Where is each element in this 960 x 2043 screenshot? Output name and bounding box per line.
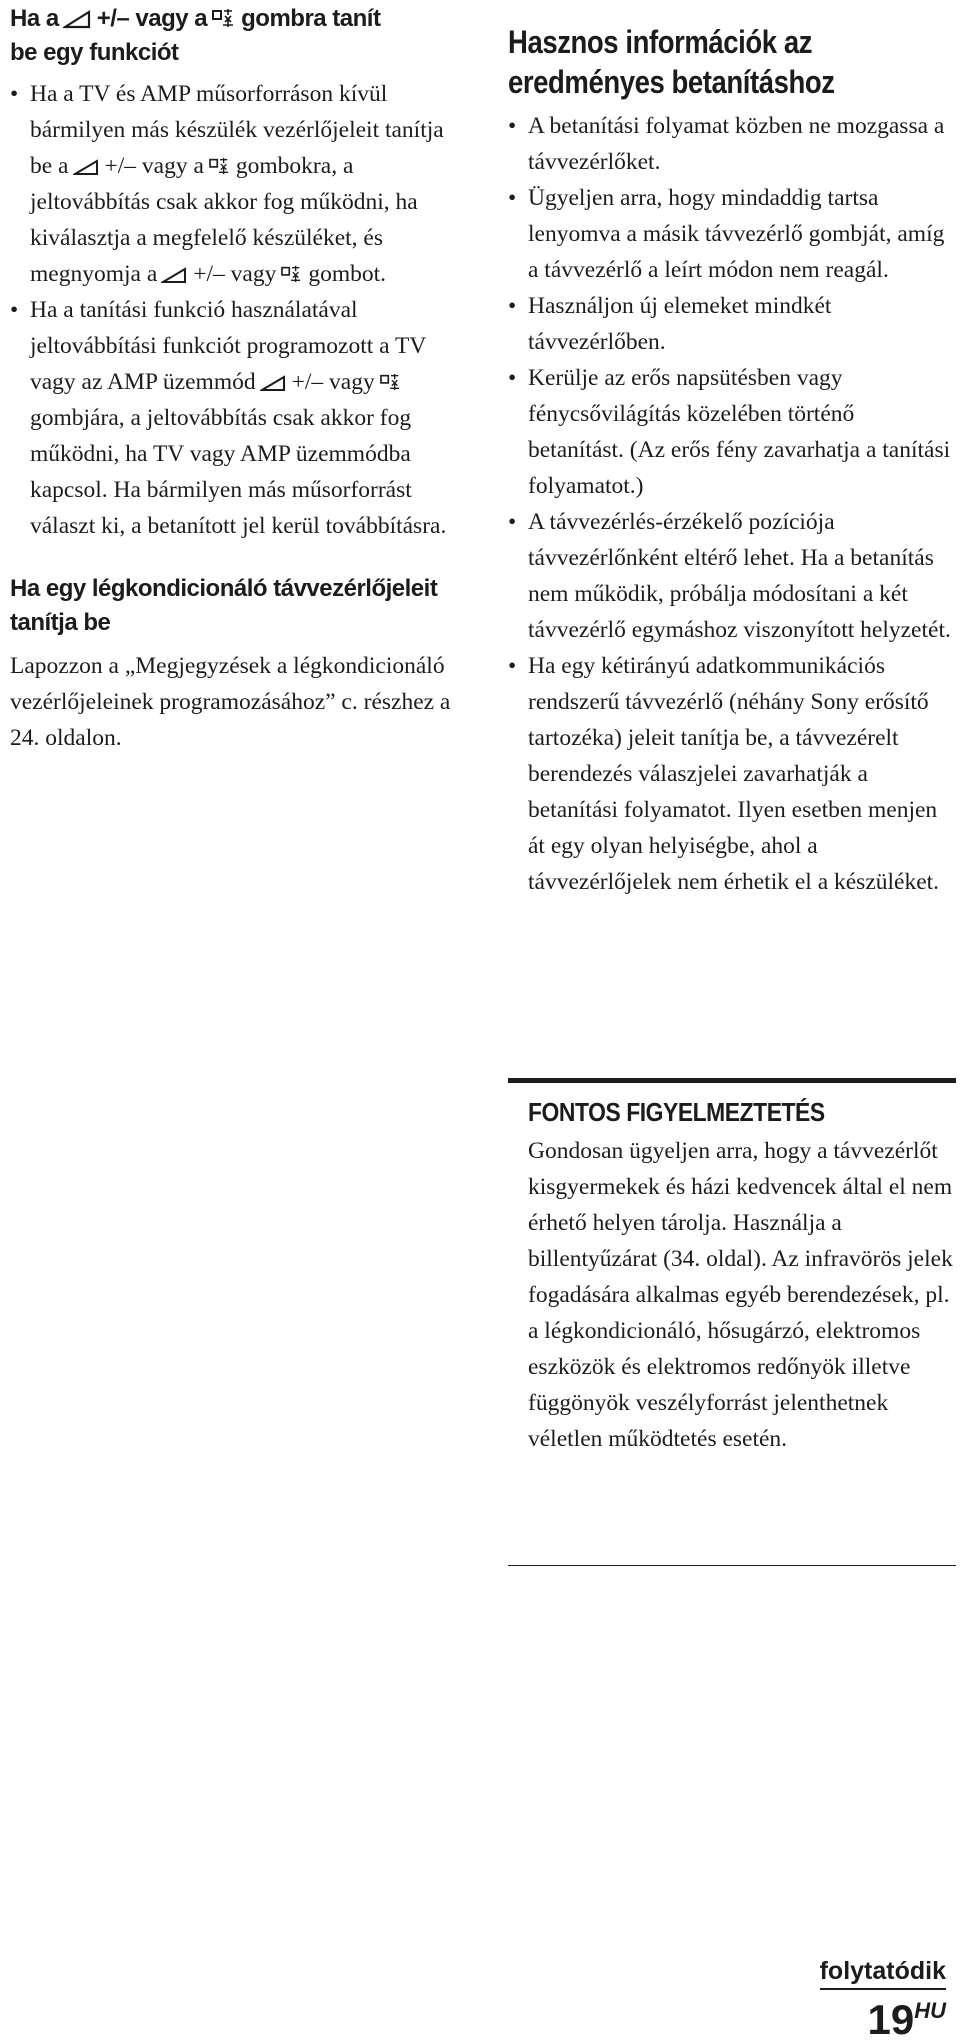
list-item-text: gombjára, a jeltovábbítás csak akkor fog működni, ha TV vagy AMP üzemmódba kapcsol. Ha bármilyen más műsorforrást választ ki, a betanított jel kerül továbbításra. [30, 405, 447, 539]
section-title-air-conditioner: Ha egy légkondicionáló távvezérlőjeleit tanítja be [10, 575, 438, 636]
title-line: eredményes betanításhoz [508, 64, 835, 100]
list-item-text: +/– vagy [291, 369, 375, 395]
useful-info-list [508, 108, 956, 900]
list-item [10, 292, 458, 544]
list-item [10, 76, 458, 292]
channel-icon [280, 264, 304, 284]
list-item: • Kerülje az erős napsütésben vagy fénycsővilágítás közelében történő betanítást. (Az erős fény zavarhatja a tanítási folyamatot.) [508, 360, 956, 504]
list-item: • Ha egy kétirányú adatkommunikációs rendszerű távvezérlő (néhány Sony erősítő tartozéka) jeleit tanítja be, a távvezérelt berendezés válaszjelei zavarhatják a betanítási folyamatot. Ilyen esetben menjen át egy olyan helyiségbe, ahol a távvezérlőjelek nem érhetik el a készüléket. [508, 648, 956, 900]
warning-text: Gondosan ügyeljen arra, hogy a távvezérlőt kisgyermekek és házi kedvencek által el nem érhető helyen tárolja. Használja a billentyűzárat (34. oldal). Az infravörös jelek fogadására alkalmas egyéb berendezések, pl. a légkondicionáló, hősugárzó, elektromos eszközök és elektromos redőnyök illetve függönyök veszélyforrást jelenthetnek véletlen működtetés esetén. [528, 1138, 953, 1452]
teach-function-list [10, 76, 458, 544]
volume-icon [63, 9, 93, 29]
warning-title: FONTOS FIGYELMEZTETÉS [528, 1097, 825, 1127]
list-item-text: Ha a tanítási funkció használatával jeltovábbítási funkciót programozott a TV vagy az AMP üzemmód [30, 297, 426, 395]
channel-icon [379, 372, 403, 392]
title-line: Hasznos információk az [508, 24, 813, 60]
important-warning-box [508, 1078, 956, 1566]
continues-label: folytatódik [820, 1956, 946, 1990]
title-text-line2: be egy funkciót [10, 39, 179, 66]
list-item: • Használjon új elemeket mindkét távvezérlőben. [508, 288, 956, 360]
right-column [508, 0, 956, 900]
list-item-text: gombokra, a jeltovábbítás csak akkor fog működni, ha kiválasztja a megfelelő készüléket, és megnyomja a [30, 153, 418, 287]
list-item-text: +/– vagy a [104, 153, 204, 179]
page-number [868, 1990, 947, 2041]
volume-icon [161, 266, 189, 284]
left-column [10, 0, 458, 756]
list-item: • Ügyeljen arra, hogy mindaddig tartsa lenyomva a másik távvezérlő gombját, amíg a távvezérlő a leírt módon nem reagál. [508, 180, 956, 288]
list-item: • A távvezérlés-érzékelő pozíciója távvezérlőnként eltérő lehet. Ha a betanítás nem működik, próbálja módosítani a két távvezérlő egymáshoz viszonyított helyzetét. [508, 504, 956, 648]
list-item-text: +/– vagy [193, 261, 277, 287]
air-conditioner-text: Lapozzon a „Megjegyzések a légkondicionáló vezérlőjeleinek programozásához” c. részhez a 24. oldalon. [10, 653, 451, 751]
page-language-suffix: HU [914, 1998, 946, 2023]
list-item: • A betanítási folyamat közben ne mozgassa a távvezérlőket. [508, 108, 956, 180]
list-item-text: Ha a TV és AMP műsorforráson kívül bármilyen más készülék vezérlőjeleit tanítja be a [30, 81, 444, 179]
volume-icon [260, 374, 288, 392]
title-text-part1: Ha a [10, 5, 59, 32]
section-title-teach-function [10, 2, 458, 70]
title-text-part2: +/– vagy a [96, 5, 208, 32]
title-text-part3: gombra tanít [241, 5, 381, 32]
volume-icon [73, 158, 101, 176]
channel-icon [211, 7, 237, 29]
list-item-text: gombot. [308, 261, 387, 287]
page-number-value: 19 [867, 1996, 915, 2043]
channel-icon [208, 156, 232, 176]
section-title-useful-info [508, 22, 956, 102]
